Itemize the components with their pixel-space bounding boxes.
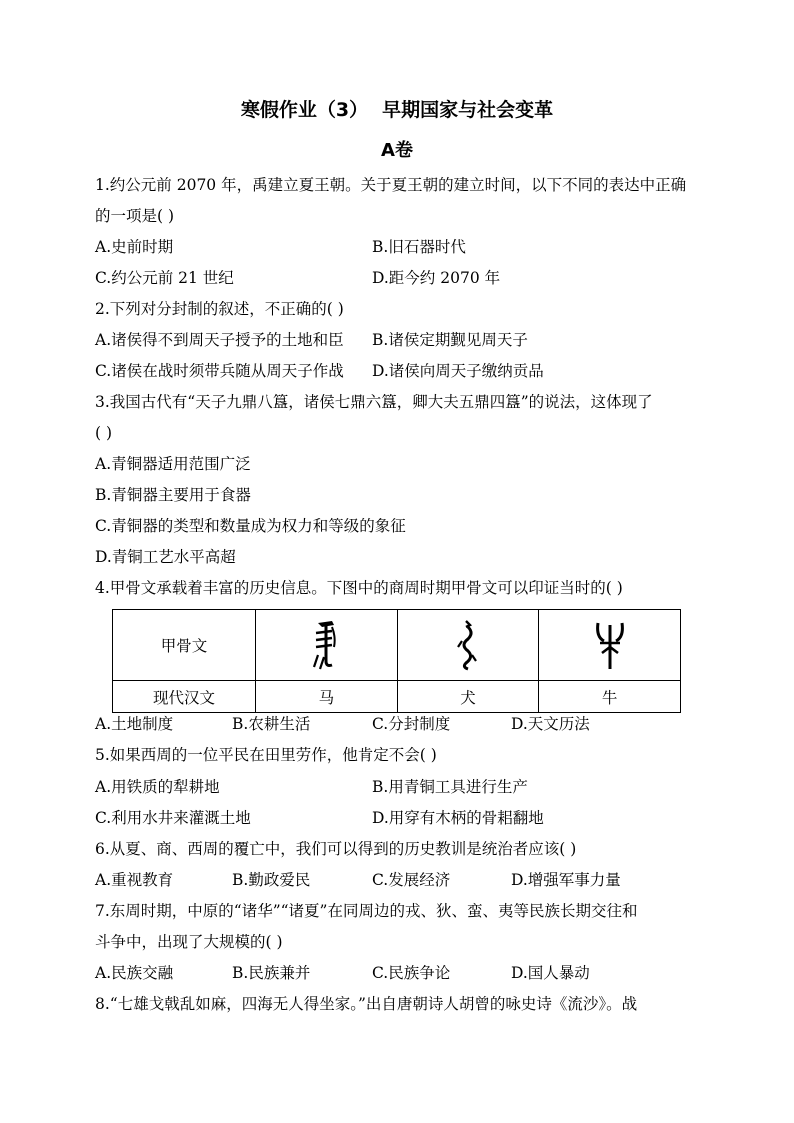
table-label-modern: 现代汉文 [113,681,256,713]
q6-option-b: B.勤政爱民 [232,871,311,889]
q5-option-b: B.用青铜工具进行生产 [372,778,528,796]
q7-stem-line2: 斗争中，出现了大规模的( ) [95,933,283,951]
q7-option-a: A.民族交融 [95,964,174,982]
q3-stem-line2: ( ) [95,424,113,442]
title-main: 寒假作业（3） [240,99,369,121]
q3-option-a: A.青铜器适用范围广泛 [95,455,251,473]
oracle-ox-glyph [539,610,681,681]
q6-option-d: D.增强军事力量 [511,871,621,889]
q7-stem-line1: 7.东周时期，中原的“诸华”“诸夏”在同周边的戎、狄、蛮、夷等民族长期交往和 [95,902,638,920]
q3-stem-line1: 3.我国古代有“天子九鼎八簋，诸侯七鼎六簋，卿大夫五鼎四簋”的说法，这体现了 [95,393,653,411]
q6-option-a: A.重视教育 [95,871,174,889]
q1-stem-line1: 1.约公元前 2070 年，禹建立夏王朝。关于夏王朝的建立时间，以下不同的表达中正确 [95,176,687,194]
q2-option-a: A.诸侯得不到周天子授予的土地和臣 [95,331,344,349]
q3-option-d: D.青铜工艺水平高超 [95,548,236,566]
q2-option-d: D.诸侯向周天子缴纳贡品 [372,362,544,380]
q7-option-c: C.民族争论 [372,964,451,982]
section-title: A卷 [381,140,413,161]
q2-stem: 2.下列对分封制的叙述，不正确的( ) [95,300,344,318]
oracle-bone-table [112,609,681,713]
q1-option-c: C.约公元前 21 世纪 [95,269,234,287]
q1-option-b: B.旧石器时代 [372,238,466,256]
q4-option-c: C.分封制度 [372,715,451,733]
q4-option-d: D.天文历法 [511,715,590,733]
page-title [0,95,794,122]
q1-option-a: A.史前时期 [95,238,174,256]
q6-option-c: C.发展经济 [372,871,451,889]
modern-char-dog: 犬 [397,681,539,713]
q2-option-b: B.诸侯定期觐见周天子 [372,331,528,349]
q2-option-c: C.诸侯在战时须带兵随从周天子作战 [95,362,344,380]
oracle-horse-glyph [256,610,398,681]
q5-option-c: C.利用水井来灌溉土地 [95,809,251,827]
q4-option-b: B.农耕生活 [232,715,311,733]
q4-option-a: A.土地制度 [95,715,174,733]
q1-stem-line2: 的一项是( ) [95,207,175,225]
q6-stem: 6.从夏、商、西周的覆亡中，我们可以得到的历史教训是统治者应该( ) [95,840,577,858]
q5-option-a: A.用铁质的犁耕地 [95,778,220,796]
table-label-oracle: 甲骨文 [113,610,256,681]
q3-option-b: B.青铜器主要用于食器 [95,486,251,504]
q7-option-b: B.民族兼并 [232,964,311,982]
q3-option-c: C.青铜器的类型和数量成为权力和等级的象征 [95,517,406,535]
q8-stem-line1: 8.“七雄戈戟乱如麻，四海无人得坐家。”出自唐朝诗人胡曾的咏史诗《流沙》。战 [95,995,638,1013]
q1-option-d: D.距今约 2070 年 [372,269,501,287]
q4-stem: 4.甲骨文承载着丰富的历史信息。下图中的商周时期甲骨文可以印证当时的( ) [95,579,623,597]
modern-char-horse: 马 [256,681,398,713]
oracle-dog-glyph [397,610,539,681]
q5-stem: 5.如果西周的一位平民在田里劳作，他肯定不会( ) [95,746,437,764]
q7-option-d: D.国人暴动 [511,964,590,982]
q5-option-d: D.用穿有木柄的骨耜翻地 [372,809,544,827]
title-sub: 早期国家与社会变革 [382,99,554,121]
modern-char-ox: 牛 [539,681,681,713]
